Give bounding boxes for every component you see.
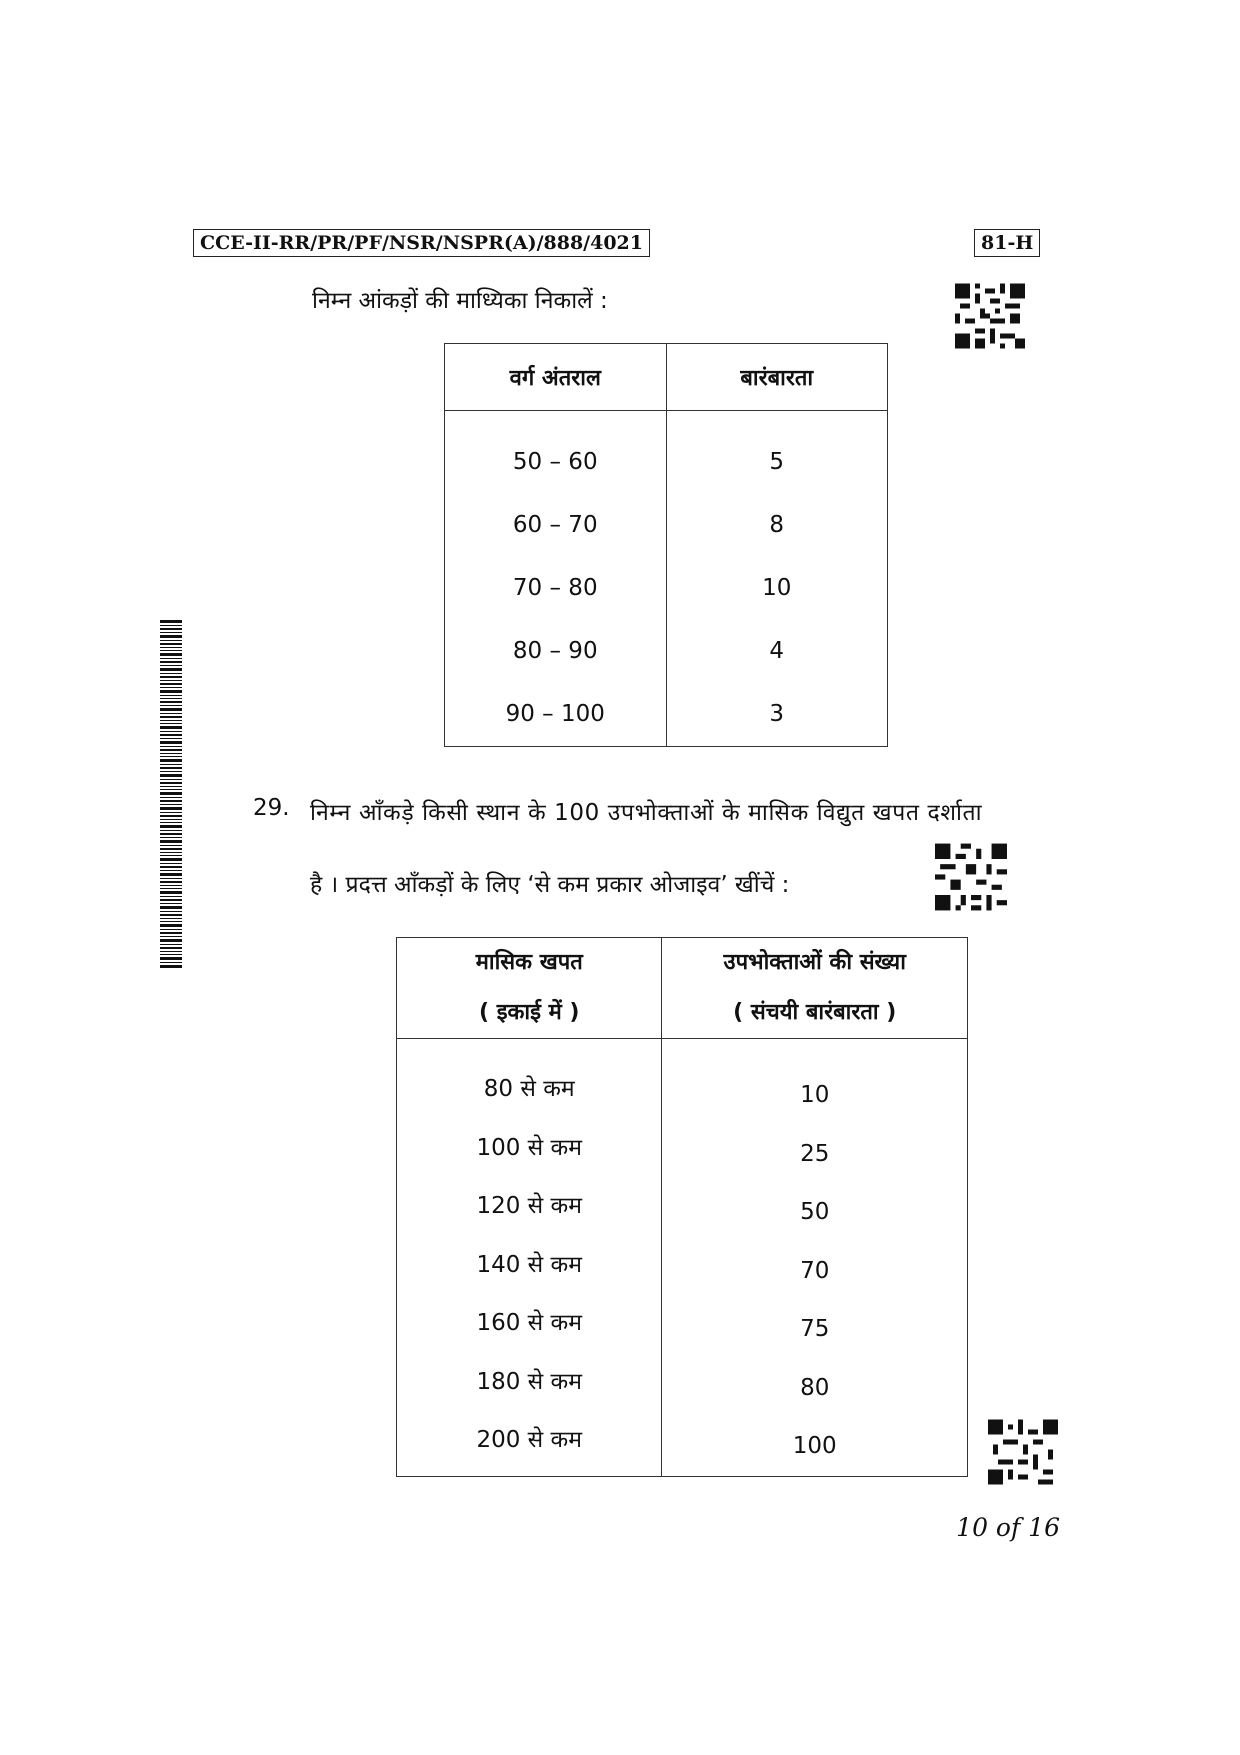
column-header-monthly-consumption <box>397 938 662 1039</box>
header-line: उपभोक्ताओं की संख्या <box>723 950 906 975</box>
question-29-line-1: निम्न आँकड़े किसी स्थान के 100 उपभोक्ताओं के मासिक विद्युत खपत दर्शाता <box>310 800 983 826</box>
table-cell: 5 <box>769 449 785 475</box>
table-cell: 25 <box>800 1140 830 1167</box>
header-line: ( इकाई में ) <box>479 1000 580 1025</box>
table-cell: 50 <box>800 1199 830 1225</box>
table-cell: 50 – 60 <box>512 449 598 475</box>
table-cell: 80 से कम <box>483 1076 575 1102</box>
table-cell: 3 <box>769 701 785 727</box>
consumers-column <box>662 1039 968 1477</box>
question-number: 29. <box>253 795 290 821</box>
column-header-frequency: बारंबारता <box>666 344 888 411</box>
qr-code-icon <box>988 1418 1058 1486</box>
header-line: मासिक खपत <box>475 950 583 975</box>
table-cell: 200 से कम <box>476 1427 582 1453</box>
frequency-table <box>444 343 888 747</box>
table-cell: 10 <box>800 1082 830 1108</box>
paper-code: CCE-II-RR/PR/PF/NSR/NSPR(A)/888/4021 <box>193 229 650 257</box>
table-cell: 75 <box>800 1316 830 1342</box>
cumulative-frequency-table <box>396 937 968 1477</box>
class-interval-column <box>445 411 667 747</box>
table-cell: 140 से कम <box>476 1251 582 1278</box>
set-code: 81-H <box>974 229 1040 257</box>
table-cell: 120 से कम <box>476 1193 582 1219</box>
table-cell: 8 <box>769 512 785 538</box>
table-cell: 70 <box>800 1257 830 1284</box>
table-cell: 180 से कम <box>476 1368 582 1395</box>
table-cell: 100 <box>792 1433 837 1459</box>
table-cell: 160 से कम <box>476 1310 582 1336</box>
page-number: 10 of 16 <box>956 1513 1060 1542</box>
header-line: ( संचयी बारंबारता ) <box>733 1000 897 1025</box>
barcode-icon <box>160 620 182 970</box>
table-cell: 10 <box>762 575 792 601</box>
table-cell: 100 से कम <box>476 1134 582 1161</box>
question-29-line-2: है । प्रदत्त आँकड़ों के लिए ‘से कम प्रकार ओजाइव’ खींचें : <box>310 872 790 898</box>
column-header-consumers <box>662 938 968 1039</box>
table-cell: 4 <box>769 638 785 664</box>
frequency-column <box>666 411 888 747</box>
table-cell: 80 – 90 <box>512 638 598 664</box>
table-cell: 70 – 80 <box>512 575 598 601</box>
consumption-column <box>397 1039 662 1477</box>
median-instruction: निम्न आंकड़ों की माध्यिका निकालें : <box>312 288 608 314</box>
table-cell: 60 – 70 <box>512 512 598 538</box>
qr-code-icon <box>955 283 1025 349</box>
column-header-class-interval: वर्ग अंतराल <box>445 344 667 411</box>
table-cell: 90 – 100 <box>505 701 605 727</box>
qr-code-icon <box>935 843 1007 911</box>
table-cell: 80 <box>800 1374 830 1401</box>
